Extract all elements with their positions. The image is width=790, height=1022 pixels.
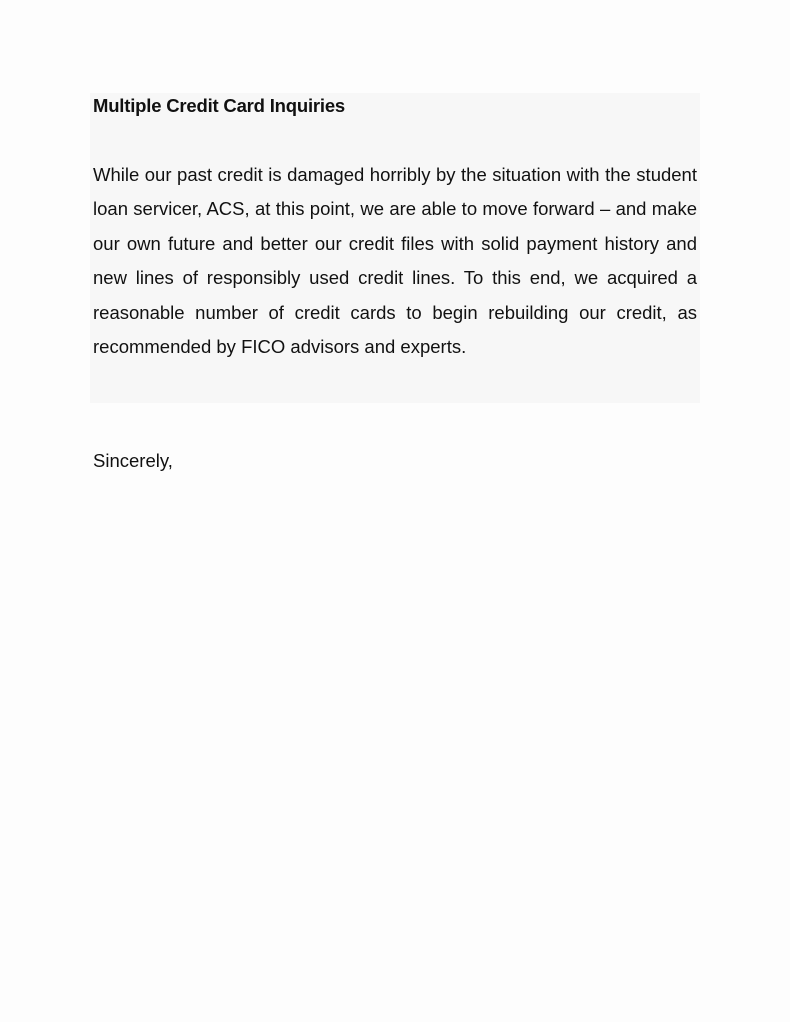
body-paragraph: While our past credit is damaged horribly by the situation with the student loan servicer, ACS, at this point, we are able to move forward – and make our own future and better our credit files with solid payment history and new lines of responsibly used credit lines. To this end, we acquired a reasonable number of credit cards to begin rebuilding our credit, as recommended by FICO advisors and experts. xyxy=(93,164,697,358)
section-heading: Multiple Credit Card Inquiries xyxy=(93,95,345,116)
closing-salutation: Sincerely, xyxy=(93,450,173,471)
